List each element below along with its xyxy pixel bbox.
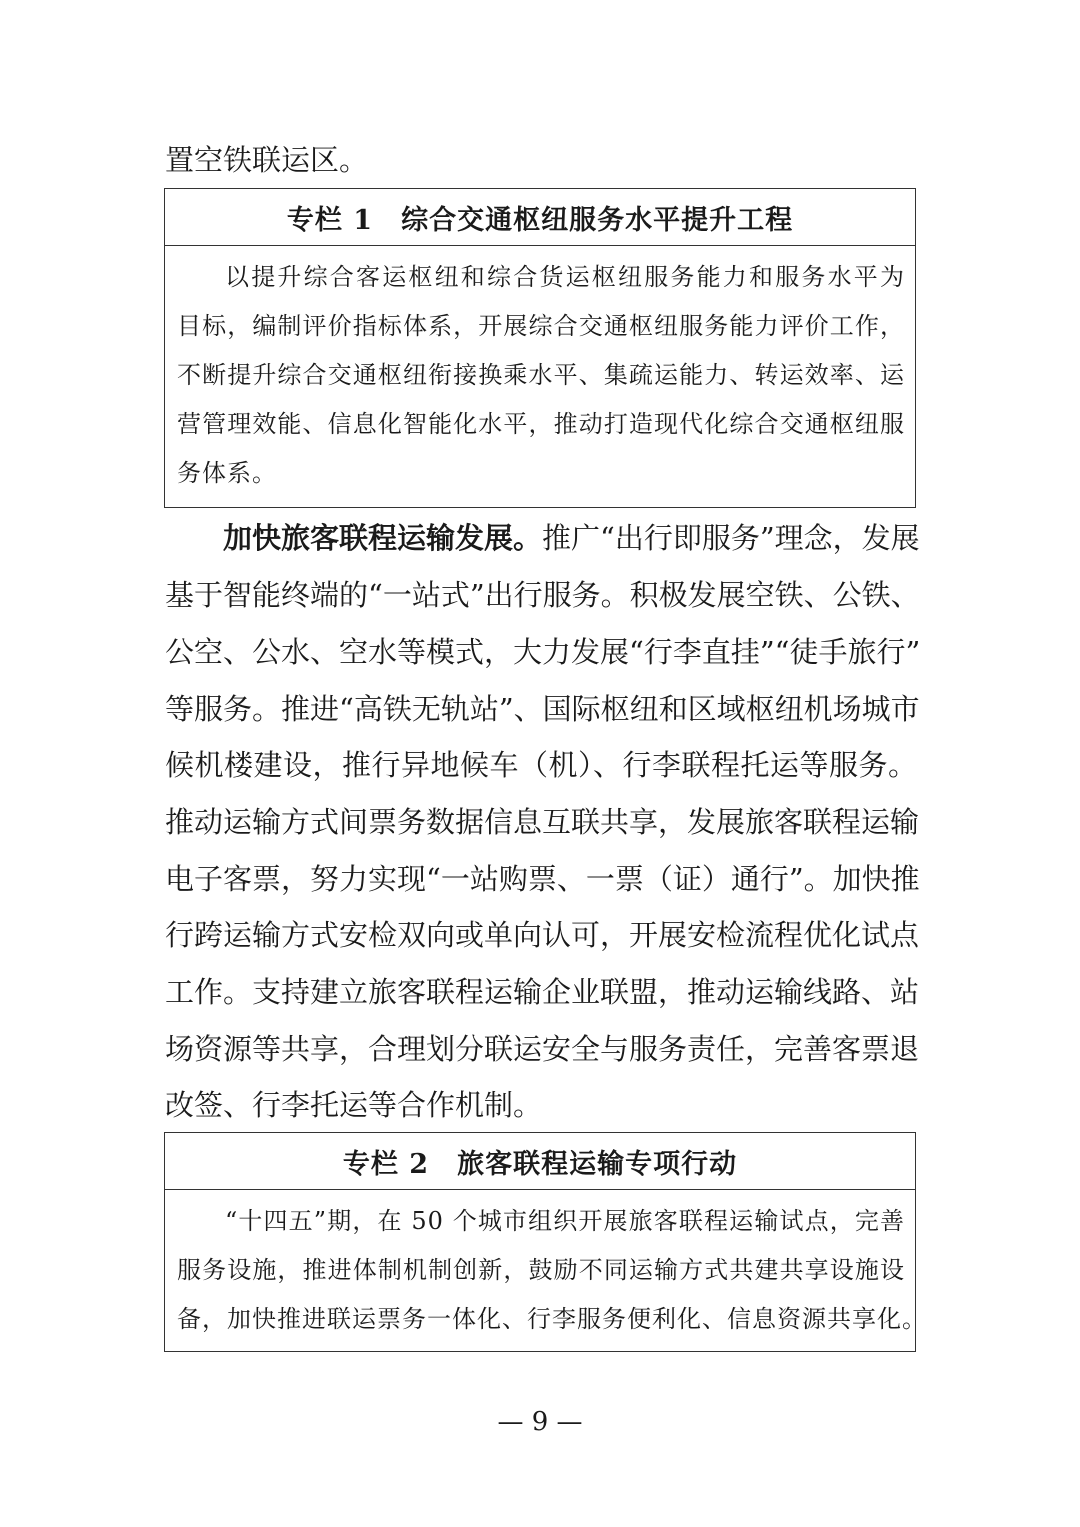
box1-line-last: 务体系。 [177, 459, 277, 487]
paragraph-line: 候机楼建设，推行异地候车（机）、行李联程托运等服务。 [165, 748, 917, 782]
paragraph-line: 基于智能终端的“一站式”出行服务。积极发展空铁、公铁、 [165, 578, 920, 612]
paragraph-lead: 加快旅客联程运输发展。 [223, 521, 543, 555]
column-box-1-number: 专栏 1 [286, 204, 374, 236]
box2-line: “十四五”期，在 50 个城市组织开展旅客联程运输试点，完善 [225, 1207, 905, 1235]
paragraph-line: 等服务。推进“高铁无轨站”、国际枢纽和区域枢纽机场城市 [165, 692, 920, 726]
paragraph-line: 公空、公水、空水等模式，大力发展“行李直挂”“徒手旅行” [165, 635, 921, 669]
paragraph-line-last: 改签、行李托运等合作机制。 [165, 1088, 543, 1122]
column-box-2-title: 旅客联程运输专项行动 [457, 1148, 738, 1180]
column-box-1-title: 综合交通枢纽服务水平提升工程 [401, 204, 794, 236]
box1-line: 营管理效能、信息化智能化水平，推动打造现代化综合交通枢纽服 [177, 410, 905, 438]
column-box-2 [164, 1132, 927, 1352]
column-box-1-header [165, 189, 915, 246]
paragraph-line: 电子客票，努力实现“一站购票、一票（证）通行”。加快推 [165, 862, 920, 896]
paragraph-line: 行跨运输方式安检双向或单向认可，开展安检流程优化试点 [165, 918, 920, 952]
paragraph-line: 加快旅客联程运输发展。推广“出行即服务”理念，发展 [223, 521, 920, 555]
box2-line: 服务设施，推进体制机制创新，鼓励不同运输方式共建共享设施设 [177, 1256, 905, 1284]
paragraph-line: 场资源等共享，合理划分联运安全与服务责任，完善客票退 [165, 1032, 920, 1066]
paragraph-line: 推动运输方式间票务数据信息互联共享，发展旅客联程运输 [165, 805, 920, 839]
column-box-2-header [165, 1133, 915, 1190]
paragraph-line: 工作。支持建立旅客联程运输企业联盟，推动运输线路、站 [165, 975, 920, 1009]
box1-line: 目标，编制评价指标体系，开展综合交通枢纽服务能力评价工作， [177, 312, 905, 340]
box1-line: 以提升综合客运枢纽和综合货运枢纽服务能力和服务水平为 [225, 263, 905, 291]
column-box-1 [164, 188, 916, 508]
paragraph-fragment: 置空铁联运区。 [165, 143, 369, 177]
page-number: — 9 — [497, 1407, 583, 1437]
column-box-1-body [165, 246, 915, 508]
box2-line: 备，加快推进联运票务一体化、行李服务便利化、信息资源共享化。 [177, 1305, 927, 1333]
box1-line: 不断提升综合交通枢纽衔接换乘水平、集疏运能力、转运效率、运 [177, 361, 905, 389]
column-box-2-number: 专栏 2 [342, 1148, 430, 1180]
column-box-2-body [165, 1190, 927, 1352]
